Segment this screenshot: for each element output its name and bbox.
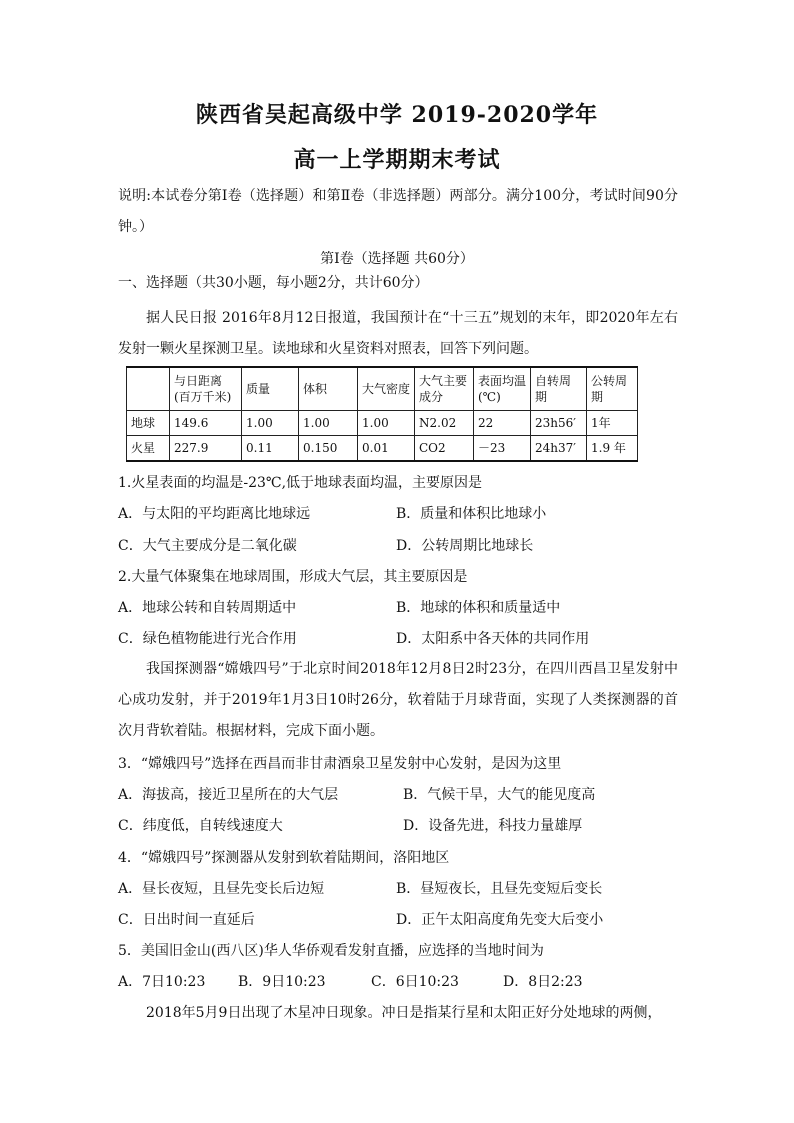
q3-option-b: B．气候干旱，大气的能见度高 bbox=[403, 787, 596, 803]
q5-stem: 5．美国旧金山(西八区)华人华侨观看发射直播，应选择的当地时间为 bbox=[118, 943, 544, 959]
table-cell: 1.00 bbox=[242, 411, 299, 436]
section-title: 第Ⅰ卷（选择题 共60分） bbox=[320, 251, 474, 267]
table-header-cell: 体积 bbox=[299, 367, 358, 411]
q1-stem: 1.火星表面的均温是-23℃,低于地球表面均温，主要原因是 bbox=[118, 475, 483, 491]
section-heading: 一、选择题（共30小题，每小题2分，共计60分） bbox=[118, 275, 429, 291]
q4-option-a: A．昼长夜短，且昼先变长后边短 bbox=[118, 881, 325, 897]
table-cell: 0.01 bbox=[358, 436, 415, 462]
table-cell: N2.02 bbox=[415, 411, 474, 436]
q2-option-a: A．地球公转和自转周期适中 bbox=[118, 600, 297, 616]
q4-option-c: C．日出时间一直延后 bbox=[118, 912, 255, 928]
table-cell: 1.00 bbox=[358, 411, 415, 436]
q5-option-a: A．7日10:23 bbox=[118, 974, 206, 990]
exam-title-line1: 陕西省吴起高级中学 2019-2020学年 bbox=[195, 102, 599, 128]
q4-option-d: D．正午太阳高度角先变大后变小 bbox=[396, 912, 604, 928]
intro-paragraph-3: 2018年5月9日出现了木星冲日现象。冲日是指某行星和太阳正好分处地球的两侧， bbox=[146, 1005, 662, 1021]
q5-option-d: D．8日2:23 bbox=[503, 974, 583, 990]
table-header-cell: 质量 bbox=[242, 367, 299, 411]
table-cell: 1.00 bbox=[299, 411, 358, 436]
table-cell: 149.6 bbox=[170, 411, 242, 436]
table-cell: 地球 bbox=[127, 411, 170, 436]
table-header-cell: 大气主要成分 bbox=[415, 367, 474, 411]
q3-option-a: A．海拔高，接近卫星所在的大气层 bbox=[118, 787, 339, 803]
table-row-earth bbox=[127, 411, 638, 436]
q1-options-row2 bbox=[118, 537, 678, 555]
instructions: 说明:本试卷分第Ⅰ卷（选择题）和第Ⅱ卷（非选择题）两部分。满分100分，考试时间90分钟。） bbox=[118, 188, 678, 235]
q1-option-d: D．公转周期比地球长 bbox=[396, 538, 534, 554]
table-header-cell: 大气密度 bbox=[358, 367, 415, 411]
q3-option-c: C．纬度低，自转线速度大 bbox=[118, 818, 283, 834]
table-cell: －23 bbox=[474, 436, 531, 462]
table-cell: 1年 bbox=[587, 411, 638, 436]
q4-options-row2 bbox=[118, 911, 678, 929]
table-cell: 0.11 bbox=[242, 436, 299, 462]
q1-option-b: B．质量和体积比地球小 bbox=[396, 506, 547, 522]
q5-options-row bbox=[118, 973, 678, 991]
q3-options-row1 bbox=[118, 786, 678, 804]
q2-option-c: C．绿色植物能进行光合作用 bbox=[118, 631, 297, 647]
table-row-mars bbox=[127, 436, 638, 462]
q4-option-b: B．昼短夜长，且昼先变短后变长 bbox=[396, 881, 603, 897]
q3-options-row2 bbox=[118, 817, 678, 835]
table-cell: 0.150 bbox=[299, 436, 358, 462]
q5-option-c: C．6日10:23 bbox=[371, 974, 459, 990]
exam-title-line2: 高一上学期期末考试 bbox=[293, 147, 501, 173]
q4-stem: 4．“嫦娥四号”探测器从发射到软着陆期间，洛阳地区 bbox=[118, 850, 450, 866]
table-header-row bbox=[127, 367, 638, 411]
q3-stem: 3．“嫦娥四号”选择在西昌而非甘肃酒泉卫星发射中心发射，是因为这里 bbox=[118, 756, 562, 772]
q4-options-row1 bbox=[118, 880, 678, 898]
q2-options-row1 bbox=[118, 599, 678, 617]
table-cell: 1.9 年 bbox=[587, 436, 638, 462]
table-header-cell: 与日距离(百万千米) bbox=[170, 367, 242, 411]
q1-option-c: C．大气主要成分是二氧化碳 bbox=[118, 538, 297, 554]
q2-options-row2 bbox=[118, 630, 678, 648]
q3-option-d: D．设备先进，科技力量雄厚 bbox=[403, 818, 583, 834]
table-cell: 22 bbox=[474, 411, 531, 436]
table-cell: 227.9 bbox=[170, 436, 242, 462]
q2-stem: 2.大量气体聚集在地球周围，形成大气层，其主要原因是 bbox=[118, 569, 468, 585]
table-header-cell: 表面均温(℃) bbox=[474, 367, 531, 411]
table-cell: 24h37′ bbox=[531, 436, 587, 462]
table-cell: 火星 bbox=[127, 436, 170, 462]
earth-mars-table bbox=[126, 366, 638, 462]
table-header-cell bbox=[127, 367, 170, 411]
q2-option-d: D．太阳系中各天体的共同作用 bbox=[396, 631, 590, 647]
q1-option-a: A．与太阳的平均距离比地球远 bbox=[118, 506, 311, 522]
intro-paragraph-1: 据人民日报 2016年8月12日报道，我国预计在“十三五”规划的末年，即2020年左右发射一颗火星探测卫星。读地球和火星资料对照表，回答下列问题。 bbox=[118, 310, 678, 357]
table-cell: 23h56′ bbox=[531, 411, 587, 436]
table-header-cell: 自转周期 bbox=[531, 367, 587, 411]
q5-option-b: B．9日10:23 bbox=[238, 974, 326, 990]
table-header-cell: 公转周期 bbox=[587, 367, 638, 411]
q2-option-b: B．地球的体积和质量适中 bbox=[396, 600, 561, 616]
q1-options-row1 bbox=[118, 505, 678, 523]
table-cell: CO2 bbox=[415, 436, 474, 462]
intro-paragraph-2: 我国探测器“嫦娥四号”于北京时间2018年12月8日2时23分，在四川西昌卫星发射中心成功发射，并于2019年1月3日10时26分，软着陆于月球背面，实现了人类探测器的首次月背软着陆。根据材料，完成下面小题。 bbox=[118, 661, 678, 739]
